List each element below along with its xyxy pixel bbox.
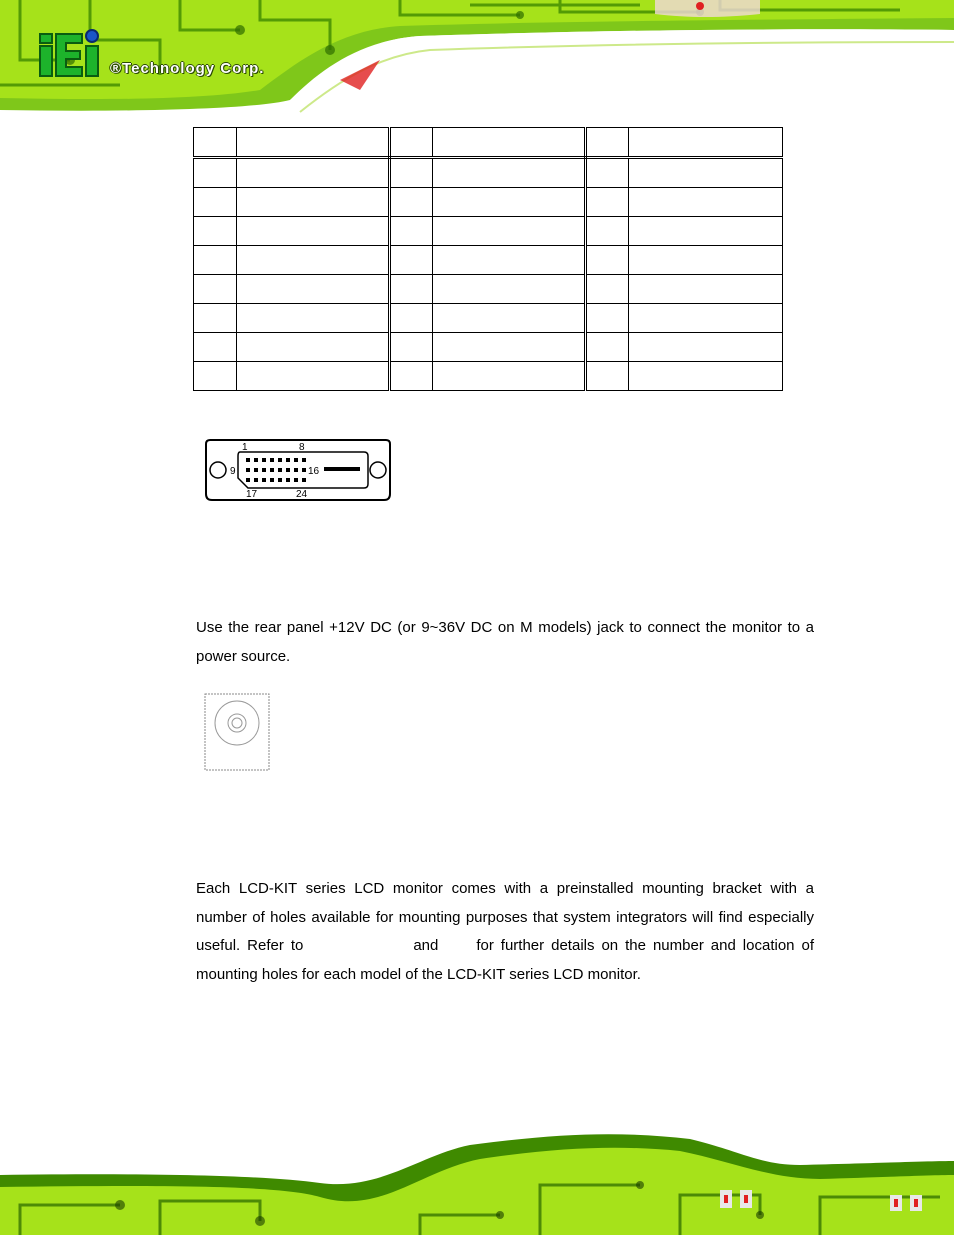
table-row [194, 217, 783, 246]
dvi-pin [302, 478, 306, 482]
table-cell [390, 217, 433, 246]
dvi-pin [286, 458, 290, 462]
dvi-pin [254, 478, 258, 482]
dvi-pin [270, 458, 274, 462]
table-cell [194, 188, 237, 217]
table-row [194, 362, 783, 391]
table-row [194, 275, 783, 304]
table-cell [433, 304, 586, 333]
dvi-pin [286, 468, 290, 472]
dvi-pin [270, 468, 274, 472]
dvi-pin [286, 478, 290, 482]
table-cell [629, 275, 783, 304]
table-cell [433, 217, 586, 246]
dvi-pin [294, 478, 298, 482]
pin-label-9: 9 [230, 466, 236, 477]
table-cell [433, 246, 586, 275]
table-cell [629, 188, 783, 217]
pinout-table [193, 127, 783, 391]
table-cell [586, 217, 629, 246]
table-cell [390, 275, 433, 304]
table-cell [390, 246, 433, 275]
table-cell [586, 128, 629, 158]
power-jack-diagram [204, 693, 270, 771]
table-cell [629, 158, 783, 188]
dvi-connector-diagram [204, 438, 392, 502]
table-row [194, 246, 783, 275]
dvi-pin [254, 458, 258, 462]
table-cell [194, 217, 237, 246]
table-cell [586, 333, 629, 362]
table-cell [237, 246, 390, 275]
dvi-pin [270, 478, 274, 482]
table-cell [194, 128, 237, 158]
table-cell [586, 158, 629, 188]
table-cell [237, 333, 390, 362]
table-cell [629, 246, 783, 275]
table-cell [390, 362, 433, 391]
table-row [194, 188, 783, 217]
dvi-pin [262, 478, 266, 482]
table-cell [194, 275, 237, 304]
table-cell [586, 188, 629, 217]
dvi-pin [262, 458, 266, 462]
pin-label-1: 1 [242, 442, 248, 453]
table-cell [237, 158, 390, 188]
table-cell [433, 188, 586, 217]
table-cell [433, 158, 586, 188]
table-cell [629, 333, 783, 362]
dvi-pin [278, 468, 282, 472]
table-cell [237, 217, 390, 246]
table-cell [390, 333, 433, 362]
table-cell [194, 158, 237, 188]
dvi-pin [278, 478, 282, 482]
table-cell [237, 304, 390, 333]
table-cell [237, 128, 390, 158]
dvi-pin [246, 458, 250, 462]
table-cell [390, 188, 433, 217]
mounting-paragraph [196, 875, 814, 989]
table-header-row [194, 128, 783, 158]
table-cell [194, 362, 237, 391]
table-cell [586, 304, 629, 333]
table-cell [629, 362, 783, 391]
dvi-pin [294, 458, 298, 462]
pin-label-8: 8 [299, 442, 305, 453]
table-cell [433, 362, 586, 391]
table-cell [194, 304, 237, 333]
table-row [194, 333, 783, 362]
header-banner [0, 0, 954, 115]
table-cell [237, 275, 390, 304]
table-cell [586, 275, 629, 304]
dvi-pin [294, 468, 298, 472]
table-row [194, 158, 783, 188]
dvi-pin [302, 468, 306, 472]
power-paragraph: Use the rear panel +12V DC (or 9~36V DC on M models) jack to connect the monitor to a power source. [196, 619, 814, 665]
mounting-text-part2: for further details on the number and location of mounting holes for each model of the LCD-KIT series LCD monitor. [196, 937, 814, 983]
pin-label-16: 16 [308, 466, 320, 477]
dvi-pin [246, 468, 250, 472]
footer-banner [0, 1125, 954, 1235]
table-cell [433, 333, 586, 362]
table-cell [390, 304, 433, 333]
pin-label-24: 24 [296, 489, 308, 500]
table-cell [194, 333, 237, 362]
table-cell [194, 246, 237, 275]
table-cell [390, 158, 433, 188]
table-cell [433, 275, 586, 304]
table-cell [629, 128, 783, 158]
table-cell [433, 128, 586, 158]
table-cell [586, 246, 629, 275]
pin-label-17: 17 [246, 489, 258, 500]
mounting-text-and: and [413, 937, 439, 954]
dvi-pin [246, 478, 250, 482]
table-row [194, 304, 783, 333]
mounting-text-part1: Each LCD-KIT series LCD monitor comes with a preinstalled mounting bracket with a number of holes available for mounting purposes that system integrators will find especially useful. Refer to [196, 880, 814, 954]
dvi-pin [278, 458, 282, 462]
table-cell [629, 304, 783, 333]
table-cell [390, 128, 433, 158]
dvi-pin [302, 458, 306, 462]
dvi-pin [254, 468, 258, 472]
table-cell [629, 217, 783, 246]
dvi-pin [262, 468, 266, 472]
table-cell [586, 362, 629, 391]
table-cell [237, 362, 390, 391]
table-cell [237, 188, 390, 217]
brand-name: ®Technology Corp. [110, 60, 265, 77]
